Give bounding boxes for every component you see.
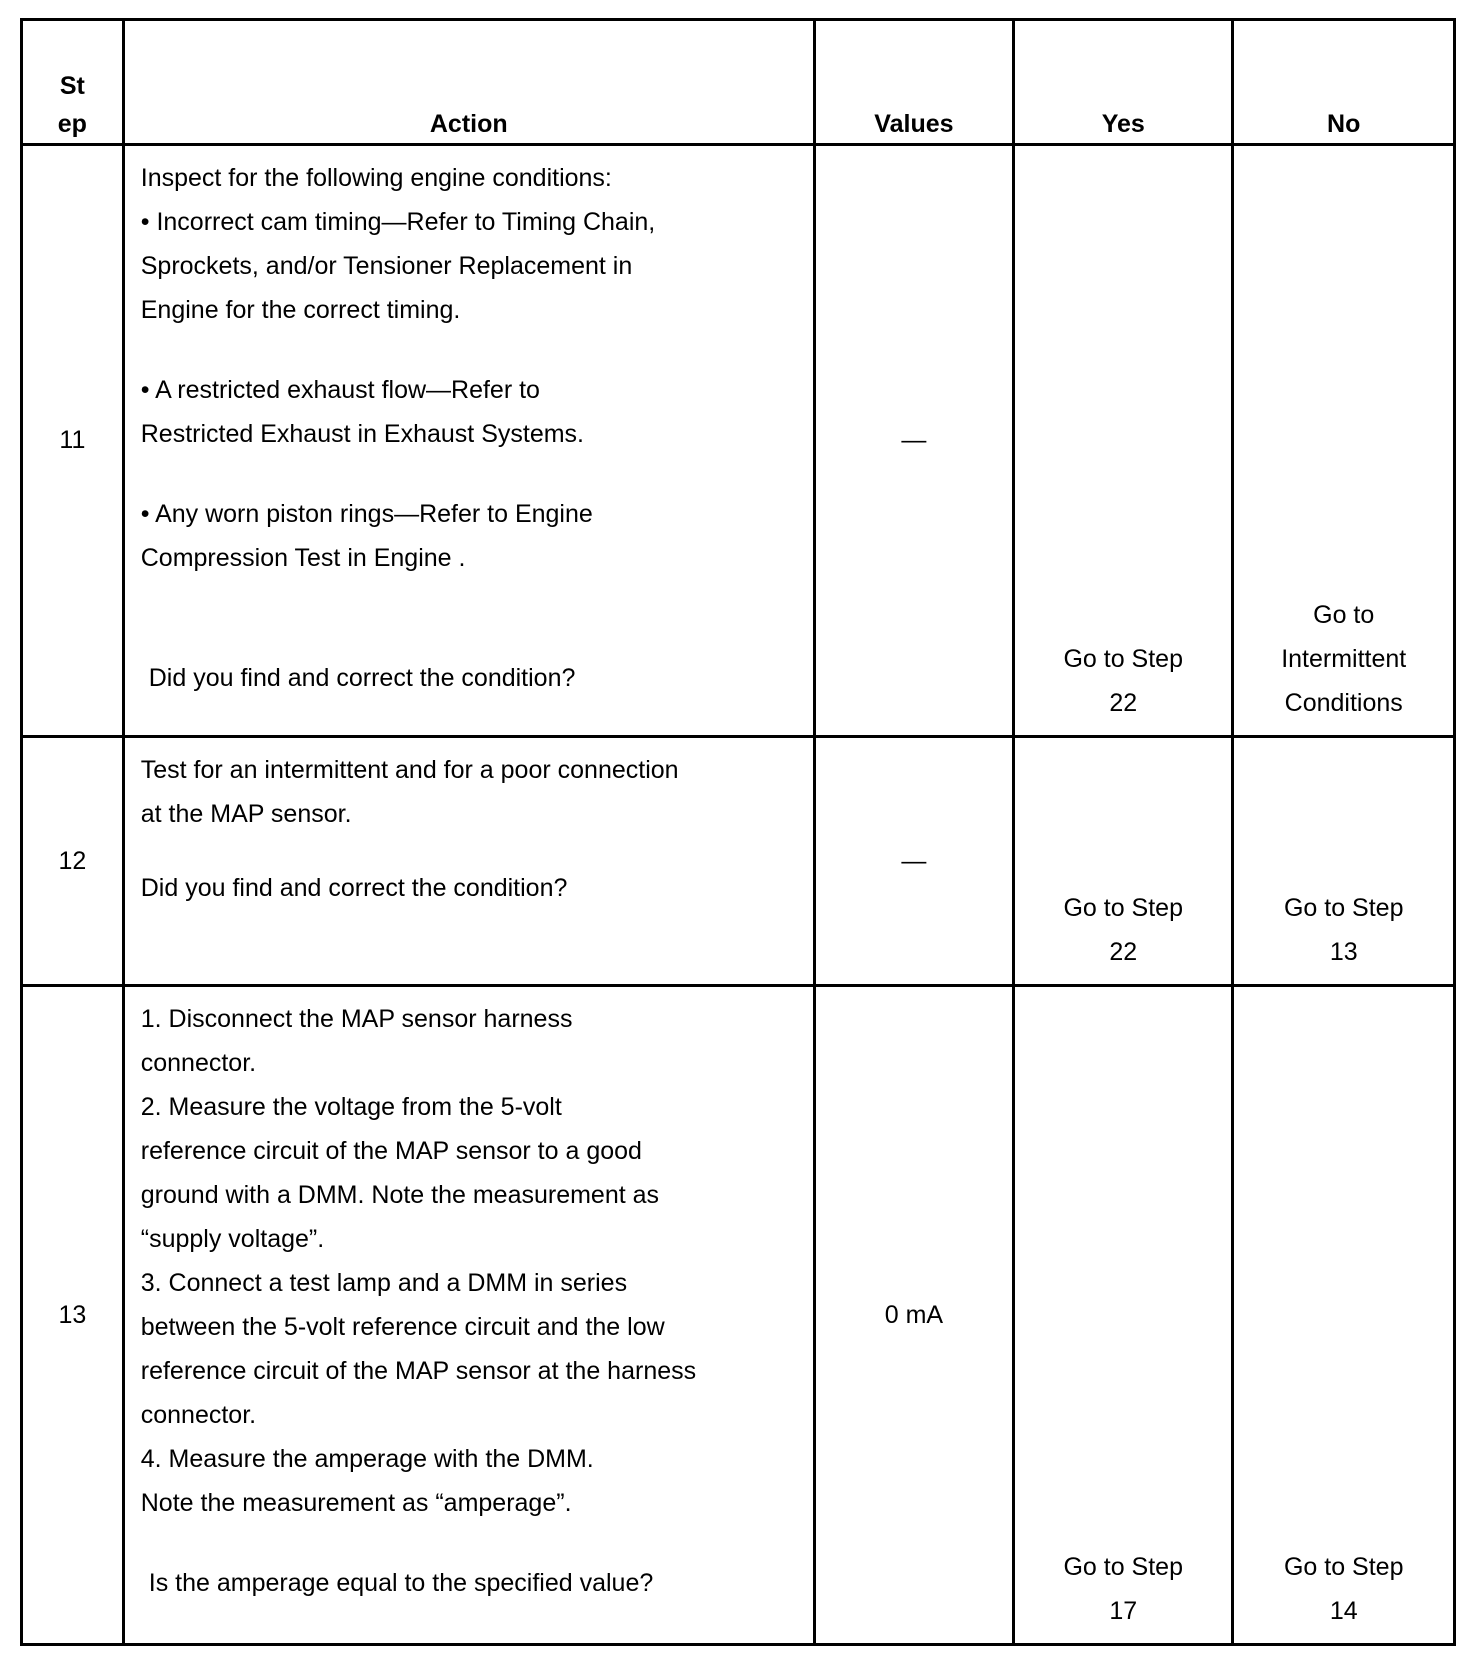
action-text: Engine for the correct timing.	[140, 295, 461, 324]
action-text: reference circuit of the MAP sensor to a good	[140, 1137, 642, 1166]
action-text: 3. Connect a test lamp and a DMM in series	[140, 1269, 628, 1298]
action-cell	[123, 144, 814, 736]
action-text: “supply voltage”.	[140, 1225, 325, 1254]
step-number: 13	[22, 986, 124, 1645]
header-no: No	[1233, 20, 1455, 145]
action-question: Is the amperage equal to the specified value?	[148, 1569, 654, 1598]
table-row	[22, 986, 1455, 1645]
value-cell: —	[814, 144, 1013, 736]
header-yes: Yes	[1014, 20, 1233, 145]
action-text: connector.	[140, 1049, 257, 1078]
action-text: • Any worn piston rings—Refer to Engine	[140, 499, 593, 528]
action-cell	[123, 986, 814, 1645]
action-text: Compression Test in Engine .	[140, 543, 466, 572]
yes-cell: Go to Step 22	[1014, 736, 1233, 986]
action-question: Did you find and correct the condition?	[148, 663, 576, 692]
no-cell: Go to Step 14	[1233, 986, 1455, 1645]
yes-cell: Go to Step 22	[1014, 144, 1233, 736]
no-cell: Go to Intermittent Conditions	[1233, 144, 1455, 736]
action-text: Test for an intermittent and for a poor connection	[140, 755, 679, 784]
action-text: ground with a DMM. Note the measurement as	[140, 1181, 660, 1210]
action-text: Sprockets, and/or Tensioner Replacement in	[140, 251, 633, 280]
action-question: Did you find and correct the condition?	[140, 873, 568, 902]
header-step: St ep	[22, 20, 124, 145]
action-text: • Incorrect cam timing—Refer to Timing Chain,	[140, 207, 656, 236]
action-text: • A restricted exhaust flow—Refer to	[140, 375, 540, 404]
header-action: Action	[123, 20, 814, 145]
value-cell: —	[814, 736, 1013, 986]
header-row	[22, 20, 1455, 145]
header-values: Values	[814, 20, 1013, 145]
value-cell: 0 mA	[814, 986, 1013, 1645]
no-cell: Go to Step 13	[1233, 736, 1455, 986]
yes-cell: Go to Step 17	[1014, 986, 1233, 1645]
action-text: Inspect for the following engine conditions:	[140, 163, 612, 192]
table-row	[22, 736, 1455, 986]
step-number: 11	[22, 144, 124, 736]
action-cell	[123, 736, 814, 986]
action-text: 1. Disconnect the MAP sensor harness	[140, 1005, 573, 1034]
action-text: at the MAP sensor.	[140, 799, 352, 828]
action-text: reference circuit of the MAP sensor at the harness	[140, 1357, 697, 1386]
action-text: 2. Measure the voltage from the 5-volt	[140, 1093, 562, 1122]
table-row	[22, 144, 1455, 736]
diagnostic-table	[20, 18, 1456, 1646]
action-text: connector.	[140, 1401, 257, 1430]
action-text: 4. Measure the amperage with the DMM.	[140, 1445, 594, 1474]
action-text: Note the measurement as “amperage”.	[140, 1489, 572, 1518]
action-text: Restricted Exhaust in Exhaust Systems.	[140, 419, 584, 448]
step-number: 12	[22, 736, 124, 986]
action-text: between the 5-volt reference circuit and the low	[140, 1313, 665, 1342]
